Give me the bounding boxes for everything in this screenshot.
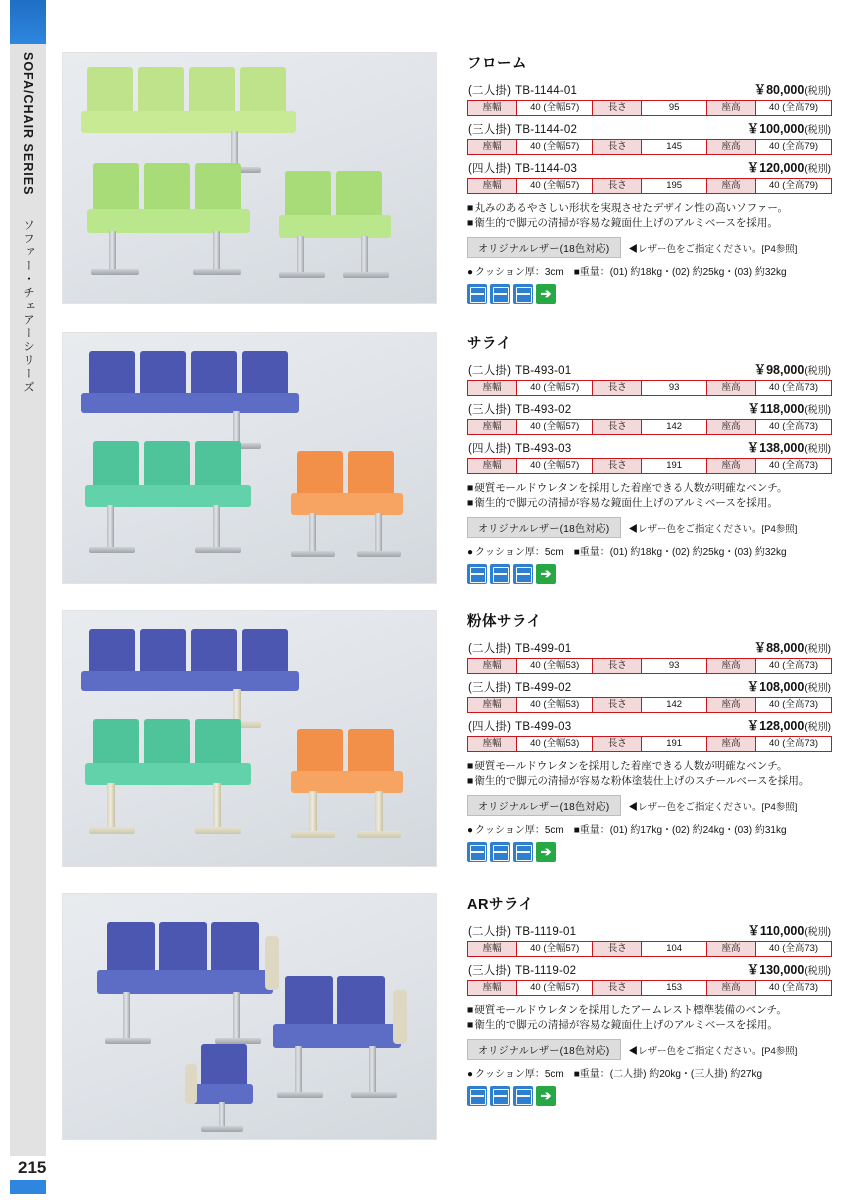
variant-code: TB-499-01 xyxy=(515,643,572,655)
feature-text: 硬質モールドウレタンを採用した着座できる人数が明確なベンチ。 xyxy=(474,760,788,772)
product-title: サライ xyxy=(467,336,512,352)
seat-cushion xyxy=(97,970,273,994)
feature-text: 丸みのあるやさしい形状を実現させたデザイン性の高いソファー。 xyxy=(474,202,788,214)
bench-leg xyxy=(295,1046,302,1094)
weight-text: 重量：(01) 約17kg・(02) 約24kg・(03) 約31kg xyxy=(579,825,787,836)
leather-note: ◀レザー色をご指定ください。[P4参照] xyxy=(628,801,798,813)
green-arrow-icon: ➔ xyxy=(536,842,556,862)
seat-back xyxy=(240,67,286,115)
cushion-text: クッション厚：5cm xyxy=(475,825,564,836)
spec-table xyxy=(467,380,832,396)
spec-label-seat-height: 座高 xyxy=(706,698,755,713)
spec-label-length: 長さ xyxy=(593,101,642,116)
bench-foot xyxy=(91,269,139,275)
variant-price: ￥80,000 xyxy=(753,83,805,97)
spec-value-seat-height: 40 (全高73) xyxy=(756,698,832,713)
seat-back xyxy=(144,719,190,767)
bench-leg xyxy=(369,1046,376,1094)
variant-price: ￥118,000 xyxy=(747,402,805,416)
spec-value-seat-height: 40 (全高73) xyxy=(756,459,832,474)
variant-tax-note: (税別) xyxy=(804,927,831,938)
bench-foot xyxy=(89,547,135,553)
variant-code: TB-1119-02 xyxy=(515,965,577,977)
bench-illustration-3seat xyxy=(87,163,277,281)
seat-cushion xyxy=(81,671,299,691)
spec-value-length: 191 xyxy=(642,459,706,474)
leather-badge: オリジナルレザー(18色対応) xyxy=(467,1039,621,1060)
variant-row xyxy=(467,716,832,752)
variant-price: ￥108,000 xyxy=(746,680,805,694)
feature-text: 衛生的で脚元の清掃が容易な鏡面仕上げのアルミベースを採用。 xyxy=(474,497,778,509)
bench-illustration-2seat xyxy=(291,451,421,561)
spec-label-seat-width: 座幅 xyxy=(468,459,517,474)
feature-text: 衛生的で脚元の清掃が容易な粉体塗装仕上げのスチールベースを採用。 xyxy=(474,775,810,787)
variant-tax-note: (税別) xyxy=(804,366,831,377)
variant-price: ￥98,000 xyxy=(753,363,805,377)
variant-tax-note: (税別) xyxy=(804,444,831,455)
blue-cube-icon xyxy=(490,284,510,304)
seat-back xyxy=(297,451,343,497)
bench-illustration-2seat xyxy=(279,171,419,283)
seat-back xyxy=(297,729,343,775)
spec-table xyxy=(467,736,832,752)
spec-value-seat-height: 40 (全高73) xyxy=(756,737,832,752)
seat-back xyxy=(242,629,288,675)
variant-tax-note: (税別) xyxy=(804,644,831,655)
bench-foot xyxy=(195,547,241,553)
seat-back xyxy=(140,351,186,397)
leather-option-row xyxy=(467,237,832,258)
spec-value-seat-height: 40 (全高79) xyxy=(756,179,832,194)
variant-code: TB-1119-01 xyxy=(515,926,577,938)
bench-leg xyxy=(213,231,220,271)
spec-label-seat-width: 座幅 xyxy=(468,659,517,674)
bench-foot xyxy=(193,269,241,275)
seat-back xyxy=(89,351,135,397)
leather-note: ◀レザー色をご指定ください。[P4参照] xyxy=(628,243,798,255)
spec-label-seat-width: 座幅 xyxy=(468,942,517,957)
feature-text: 衛生的で脚元の清掃が容易な鏡面仕上げのアルミベースを採用。 xyxy=(474,1019,778,1031)
spec-value-length: 195 xyxy=(642,179,706,194)
variant-code: TB-493-02 xyxy=(515,404,572,416)
product-title: フローム xyxy=(467,56,527,72)
spec-label-length: 長さ xyxy=(593,659,642,674)
bench-illustration-3seat xyxy=(85,719,285,841)
spec-label-length: 長さ xyxy=(593,737,642,752)
product-title: 粉体サライ xyxy=(467,614,542,630)
spec-label-length: 長さ xyxy=(593,381,642,396)
blue-cube-icon xyxy=(467,1086,487,1106)
bench-foot xyxy=(357,551,401,557)
bench-leg xyxy=(297,236,304,274)
spec-value-seat-width: 40 (全幅57) xyxy=(517,140,593,155)
bench-leg xyxy=(213,783,221,829)
feature-text: 硬質モールドウレタンを採用した着座できる人数が明確なベンチ。 xyxy=(474,482,788,494)
product-info-huntai-sarai xyxy=(467,610,832,862)
product-photo-ar-sarai xyxy=(62,893,437,1140)
variant-tax-note: (税別) xyxy=(804,164,831,175)
armrest xyxy=(185,1064,197,1104)
variant-capacity: (二人掛) xyxy=(468,643,512,655)
seat-cushion xyxy=(291,493,403,515)
bench-leg xyxy=(219,1102,225,1128)
blue-cube-icon xyxy=(467,564,487,584)
variant-row xyxy=(467,399,832,435)
variant-price: ￥130,000 xyxy=(746,963,805,977)
variant-code: TB-499-03 xyxy=(515,721,572,733)
spec-label-seat-height: 座高 xyxy=(706,659,755,674)
spec-value-seat-width: 40 (全幅57) xyxy=(517,179,593,194)
blue-cube-icon xyxy=(490,842,510,862)
variant-code: TB-1144-03 xyxy=(515,163,578,175)
spec-label-seat-width: 座幅 xyxy=(468,981,517,996)
leather-badge: オリジナルレザー(18色対応) xyxy=(467,237,621,258)
spec-value-length: 93 xyxy=(642,381,706,396)
seat-back xyxy=(201,1044,247,1088)
green-arrow-icon: ➔ xyxy=(536,564,556,584)
variant-row xyxy=(467,960,832,996)
icon-row xyxy=(467,284,832,304)
bench-leg xyxy=(107,505,114,549)
spec-value-length: 191 xyxy=(642,737,706,752)
seat-back xyxy=(87,67,133,115)
icon-row xyxy=(467,564,832,584)
rail-top-tab xyxy=(10,0,46,44)
cushion-text: クッション厚：5cm xyxy=(475,547,564,558)
bench-foot xyxy=(357,831,401,838)
spec-table xyxy=(467,941,832,957)
series-label xyxy=(10,52,46,394)
icon-row xyxy=(467,1086,832,1106)
seat-back xyxy=(144,163,190,213)
bench-leg xyxy=(309,513,316,553)
seat-back xyxy=(138,67,184,115)
product-info-sarai xyxy=(467,332,832,584)
product-title: ARサライ xyxy=(467,897,534,913)
blue-cube-icon xyxy=(513,1086,533,1106)
spec-value-length: 142 xyxy=(642,698,706,713)
seat-back xyxy=(191,351,237,397)
seat-cushion xyxy=(291,771,403,793)
bench-foot xyxy=(201,1126,243,1132)
variant-tax-note: (税別) xyxy=(804,405,831,416)
leather-option-row xyxy=(467,795,832,816)
bench-illustration-2seat-armrest xyxy=(273,976,433,1114)
icon-row xyxy=(467,842,832,862)
bench-foot xyxy=(291,831,335,838)
seat-back xyxy=(191,629,237,675)
spec-table xyxy=(467,458,832,474)
spec-table xyxy=(467,658,832,674)
blue-cube-icon xyxy=(513,564,533,584)
seat-back xyxy=(242,351,288,397)
variant-code: TB-493-03 xyxy=(515,443,572,455)
variant-capacity: (二人掛) xyxy=(468,926,512,938)
bench-illustration-3seat xyxy=(85,441,285,561)
spec-label-seat-height: 座高 xyxy=(706,459,755,474)
spec-value-length: 153 xyxy=(642,981,706,996)
bench-foot xyxy=(343,272,389,278)
variant-code: TB-1144-02 xyxy=(515,124,578,136)
spec-value-seat-width: 40 (全幅53) xyxy=(517,659,593,674)
seat-back xyxy=(144,441,190,489)
variant-capacity: (二人掛) xyxy=(468,85,512,97)
bench-illustration-single-chair xyxy=(185,1044,285,1134)
spec-value-length: 93 xyxy=(642,659,706,674)
spec-value-seat-width: 40 (全幅53) xyxy=(517,737,593,752)
spec-value-seat-width: 40 (全幅57) xyxy=(517,420,593,435)
variant-capacity: (四人掛) xyxy=(468,163,512,175)
seat-back xyxy=(285,171,331,219)
bench-leg xyxy=(233,689,241,723)
spec-label-seat-height: 座高 xyxy=(706,140,755,155)
spec-label-length: 長さ xyxy=(593,942,642,957)
seat-back xyxy=(93,441,139,489)
product-photo-huntai-sarai xyxy=(62,610,437,867)
seat-back xyxy=(89,629,135,675)
leather-badge: オリジナルレザー(18色対応) xyxy=(467,795,621,816)
feature-text: 衛生的で脚元の清掃が容易な鏡面仕上げのアルミベースを採用。 xyxy=(474,217,778,229)
seat-cushion xyxy=(279,215,391,238)
seat-back xyxy=(337,976,385,1028)
variant-code: TB-493-01 xyxy=(515,365,572,377)
bench-leg xyxy=(123,992,130,1040)
spec-value-length: 142 xyxy=(642,420,706,435)
spec-value-length: 145 xyxy=(642,140,706,155)
spec-value-length: 95 xyxy=(642,101,706,116)
spec-table xyxy=(467,419,832,435)
variant-tax-note: (税別) xyxy=(804,966,831,977)
bench-illustration-4seat xyxy=(81,629,321,729)
bench-illustration-2seat xyxy=(291,729,421,841)
spec-table xyxy=(467,980,832,996)
seat-cushion xyxy=(85,763,251,785)
seat-cushion xyxy=(85,485,251,507)
bench-foot xyxy=(105,1038,151,1044)
seat-cushion xyxy=(273,1024,401,1048)
seat-back xyxy=(211,922,259,974)
seat-back xyxy=(195,441,241,489)
spec-label-seat-height: 座高 xyxy=(706,381,755,396)
feature-bullets: ■硬質モールドウレタンを採用したアームレスト標準装備のベンチ。 ■衛生的で脚元の清掃が容易な鏡面仕上げのアルミベースを採用。 xyxy=(467,1004,787,1031)
bench-leg xyxy=(375,513,382,553)
bench-leg xyxy=(233,992,240,1040)
spec-value-seat-height: 40 (全高73) xyxy=(756,942,832,957)
spec-table xyxy=(467,178,832,194)
spec-label-seat-width: 座幅 xyxy=(468,737,517,752)
spec-label-seat-width: 座幅 xyxy=(468,381,517,396)
seat-cushion xyxy=(81,393,299,413)
blue-cube-icon xyxy=(467,284,487,304)
blue-cube-icon xyxy=(490,564,510,584)
variant-price: ￥110,000 xyxy=(747,924,805,938)
variant-price: ￥128,000 xyxy=(746,719,805,733)
bench-foot xyxy=(279,272,325,278)
variant-tax-note: (税別) xyxy=(804,722,831,733)
variant-tax-note: (税別) xyxy=(804,125,831,136)
spec-label-length: 長さ xyxy=(593,140,642,155)
product-info-ar-sarai xyxy=(467,893,832,1106)
bench-leg xyxy=(309,791,317,833)
spec-value-seat-height: 40 (全高73) xyxy=(756,659,832,674)
rail-bottom-tab xyxy=(10,1180,46,1194)
leather-option-row xyxy=(467,517,832,538)
spec-label-length: 長さ xyxy=(593,420,642,435)
spec-value-seat-height: 40 (全高73) xyxy=(756,420,832,435)
variant-price: ￥88,000 xyxy=(753,641,805,655)
spec-table xyxy=(467,139,832,155)
spec-label-seat-height: 座高 xyxy=(706,942,755,957)
series-label-en: SOFA/CHAIR SERIES xyxy=(21,52,35,196)
variant-capacity: (四人掛) xyxy=(468,721,512,733)
variant-tax-note: (税別) xyxy=(804,86,831,97)
meta-row: ● クッション厚：5cm ■重量：(01) 約18kg・(02) 約25kg・(03) 約32kg xyxy=(467,547,787,558)
variant-row xyxy=(467,360,832,396)
seat-back xyxy=(336,171,382,219)
meta-row: ● クッション厚：5cm ■重量：(01) 約17kg・(02) 約24kg・(03) 約31kg xyxy=(467,825,787,836)
meta-row: ● クッション厚：3cm ■重量：(01) 約18kg・(02) 約25kg・(03) 約32kg xyxy=(467,267,787,278)
spec-label-seat-width: 座幅 xyxy=(468,698,517,713)
spec-table xyxy=(467,100,832,116)
seat-cushion xyxy=(191,1084,253,1104)
spec-value-seat-width: 40 (全幅57) xyxy=(517,942,593,957)
spec-label-seat-height: 座高 xyxy=(706,101,755,116)
bench-leg xyxy=(107,783,115,829)
spec-value-seat-width: 40 (全幅57) xyxy=(517,459,593,474)
variant-price: ￥100,000 xyxy=(746,122,805,136)
cushion-text: クッション厚：5cm xyxy=(475,1069,564,1080)
blue-cube-icon xyxy=(490,1086,510,1106)
bench-foot xyxy=(89,827,135,834)
weight-text: 重量：(01) 約18kg・(02) 約25kg・(03) 約32kg xyxy=(579,267,787,278)
series-label-jp: ソファー・チェアーシリーズ xyxy=(22,218,34,395)
variant-capacity: (三人掛) xyxy=(468,682,512,694)
variant-capacity: (二人掛) xyxy=(468,365,512,377)
spec-label-seat-height: 座高 xyxy=(706,737,755,752)
blue-cube-icon xyxy=(513,842,533,862)
leather-option-row xyxy=(467,1039,832,1060)
spec-value-seat-height: 40 (全高73) xyxy=(756,381,832,396)
variant-row xyxy=(467,638,832,674)
variant-code: TB-1144-01 xyxy=(515,85,578,97)
variant-row xyxy=(467,677,832,713)
green-arrow-icon: ➔ xyxy=(536,1086,556,1106)
seat-back xyxy=(348,729,394,775)
spec-label-seat-width: 座幅 xyxy=(468,420,517,435)
spec-value-seat-height: 40 (全高79) xyxy=(756,101,832,116)
bench-leg xyxy=(213,505,220,549)
spec-label-length: 長さ xyxy=(593,981,642,996)
seat-cushion xyxy=(81,111,296,133)
page-number: 215 xyxy=(18,1158,47,1177)
spec-label-length: 長さ xyxy=(593,459,642,474)
spec-label-seat-width: 座幅 xyxy=(468,179,517,194)
weight-text: 重量：(01) 約18kg・(02) 約25kg・(03) 約32kg xyxy=(579,547,787,558)
blue-cube-icon xyxy=(467,842,487,862)
bench-foot xyxy=(351,1092,397,1098)
variant-price: ￥138,000 xyxy=(746,441,805,455)
spec-value-seat-height: 40 (全高79) xyxy=(756,140,832,155)
variant-row xyxy=(467,119,832,155)
spec-label-seat-width: 座幅 xyxy=(468,101,517,116)
meta-row: ● クッション厚：5cm ■重量：(二人掛) 約20kg・(三人掛) 約27kg xyxy=(467,1069,763,1080)
variant-tax-note: (税別) xyxy=(804,683,831,694)
feature-text: 硬質モールドウレタンを採用したアームレスト標準装備のベンチ。 xyxy=(474,1004,787,1016)
leather-note: ◀レザー色をご指定ください。[P4参照] xyxy=(628,1045,798,1057)
spec-label-length: 長さ xyxy=(593,698,642,713)
bench-illustration-4seat xyxy=(81,67,311,177)
leather-badge: オリジナルレザー(18色対応) xyxy=(467,517,621,538)
seat-back xyxy=(285,976,333,1028)
variant-row xyxy=(467,921,832,957)
seat-cushion xyxy=(87,209,250,233)
spec-value-length: 104 xyxy=(642,942,706,957)
spec-value-seat-width: 40 (全幅57) xyxy=(517,981,593,996)
bench-leg xyxy=(233,411,240,445)
feature-bullets: ■硬質モールドウレタンを採用した着座できる人数が明確なベンチ。 ■衛生的で脚元の清掃が容易な粉体塗装仕上げのスチールベースを採用。 xyxy=(467,760,810,787)
spec-label-seat-height: 座高 xyxy=(706,981,755,996)
spec-label-seat-width: 座幅 xyxy=(468,140,517,155)
seat-back xyxy=(140,629,186,675)
bench-foot xyxy=(195,827,241,834)
spec-label-length: 長さ xyxy=(593,179,642,194)
cushion-text: クッション厚：3cm xyxy=(475,267,564,278)
spec-label-seat-height: 座高 xyxy=(706,420,755,435)
variant-row xyxy=(467,80,832,116)
bench-leg xyxy=(375,791,383,833)
spec-table xyxy=(467,697,832,713)
bench-leg xyxy=(109,231,116,271)
bench-illustration-4seat xyxy=(81,351,321,451)
leather-note: ◀レザー色をご指定ください。[P4参照] xyxy=(628,523,798,535)
feature-bullets: ■硬質モールドウレタンを採用した着座できる人数が明確なベンチ。 ■衛生的で脚元の清掃が容易な鏡面仕上げのアルミベースを採用。 xyxy=(467,482,788,509)
seat-back xyxy=(159,922,207,974)
green-arrow-icon: ➔ xyxy=(536,284,556,304)
seat-back xyxy=(107,922,155,974)
blue-cube-icon xyxy=(513,284,533,304)
seat-back xyxy=(348,451,394,497)
seat-back xyxy=(93,163,139,213)
weight-text: 重量：(二人掛) 約20kg・(三人掛) 約27kg xyxy=(579,1069,763,1080)
variant-capacity: (四人掛) xyxy=(468,443,512,455)
bench-leg xyxy=(361,236,368,274)
product-photo-sarai xyxy=(62,332,437,584)
armrest xyxy=(393,990,407,1044)
variant-row xyxy=(467,438,832,474)
spec-value-seat-width: 40 (全幅57) xyxy=(517,101,593,116)
seat-back xyxy=(93,719,139,767)
seat-back xyxy=(195,163,241,213)
variant-row xyxy=(467,158,832,194)
spec-value-seat-width: 40 (全幅57) xyxy=(517,381,593,396)
variant-code: TB-499-02 xyxy=(515,682,572,694)
variant-price: ￥120,000 xyxy=(746,161,805,175)
seat-back xyxy=(195,719,241,767)
product-info-furomu xyxy=(467,52,832,304)
variant-capacity: (三人掛) xyxy=(468,404,512,416)
variant-capacity: (三人掛) xyxy=(468,965,512,977)
spec-value-seat-height: 40 (全高73) xyxy=(756,981,832,996)
variant-capacity: (三人掛) xyxy=(468,124,512,136)
bench-foot xyxy=(291,551,335,557)
product-photo-furomu xyxy=(62,52,437,304)
seat-back xyxy=(189,67,235,115)
feature-bullets: ■丸みのあるやさしい形状を実現させたデザイン性の高いソファー。 ■衛生的で脚元の清掃が容易な鏡面仕上げのアルミベースを採用。 xyxy=(467,202,788,229)
spec-label-seat-height: 座高 xyxy=(706,179,755,194)
spec-value-seat-width: 40 (全幅53) xyxy=(517,698,593,713)
